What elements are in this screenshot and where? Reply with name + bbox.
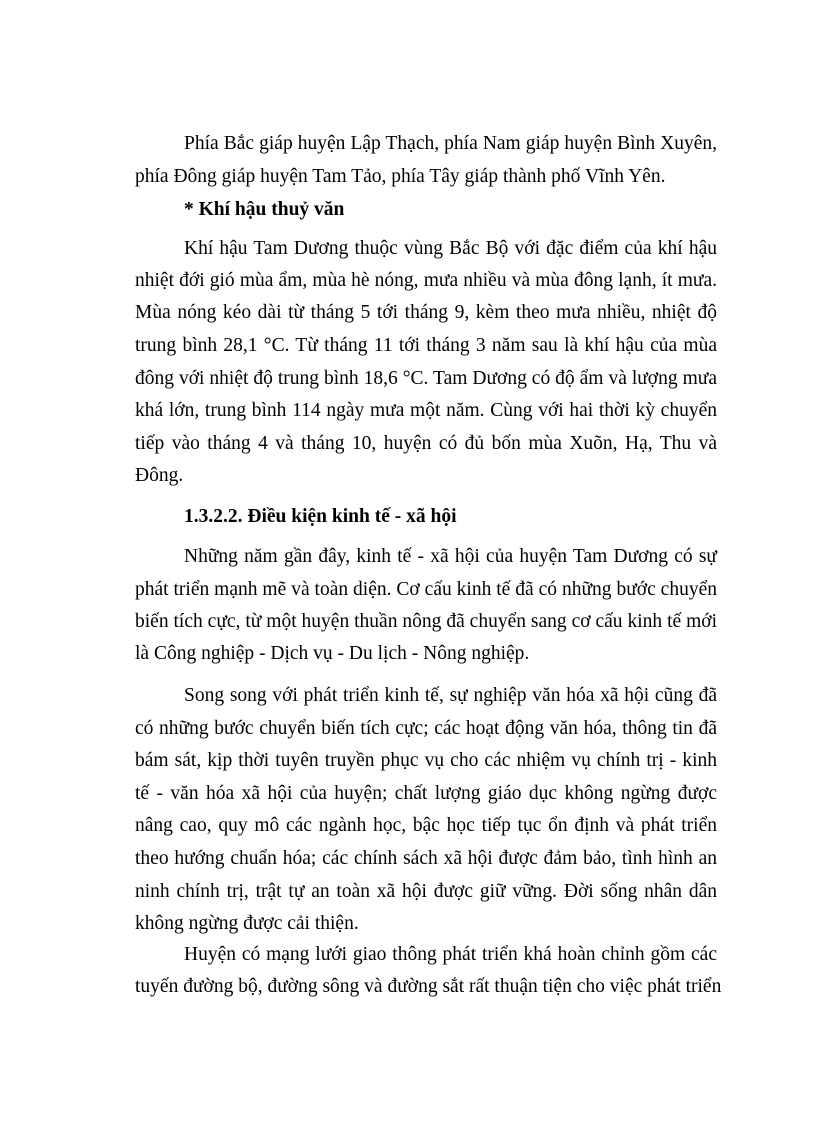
paragraph-line: Mùa nóng kéo dài từ tháng 5 tới tháng 9, kèm theo mưa nhiều, nhiệt độ (135, 302, 717, 323)
paragraph-line: tế - văn hóa xã hội của huyện; chất lượng giáo dục không ngừng được (135, 783, 717, 804)
paragraph-line: khá lớn, trung bình 114 ngày mưa một năm. Cùng với hai thời kỳ chuyển (135, 400, 717, 421)
paragraph-line: là Công nghiệp - Dịch vụ - Du lịch - Nông nghiệp. (135, 643, 530, 664)
paragraph-line: Đông. (135, 465, 184, 486)
paragraph-line: phát triển mạnh mẽ và toàn diện. Cơ cấu kinh tế đã có những bước chuyển (135, 579, 717, 600)
paragraph-line: đông với nhiệt độ trung bình 18,6 °C. Tam Dương có độ ẩm và lượng mưa (135, 368, 717, 389)
paragraph-line: trung bình 28,1 °C. Từ tháng 11 tới tháng 3 năm sau là khí hậu của mùa (135, 335, 717, 356)
paragraph-line: không ngừng được cải thiện. (135, 913, 359, 934)
paragraph-line: tuyến đường bộ, đường sông và đường sắt rất thuận tiện cho việc phát triển (135, 976, 722, 997)
paragraph-line: tiếp vào tháng 4 và tháng 10, huyện có đủ bốn mùa Xuõn, Hạ, Thu và (135, 433, 717, 454)
paragraph-line: theo hướng chuẩn hóa; các chính sách xã hội được đảm bảo, tình hình an (135, 848, 717, 869)
section-heading: 1.3.2.2. Điều kiện kinh tế - xã hội (184, 506, 457, 527)
paragraph-line: có những bước chuyển biến tích cực; các hoạt động văn hóa, thông tin đã (135, 718, 717, 739)
paragraph-line: Song song với phát triển kinh tế, sự nghiệp văn hóa xã hội cũng đã (184, 685, 717, 706)
paragraph-line: nâng cao, quy mô các ngành học, bậc học tiếp tục ổn định và phát triển (135, 815, 717, 836)
paragraph-line: bám sát, kịp thời tuyên truyền phục vụ cho các nhiệm vụ chính trị - kinh (135, 750, 717, 771)
paragraph-line: nhiệt đới gió mùa ẩm, mùa hè nóng, mưa nhiều và mùa đông lạnh, ít mưa. (135, 270, 717, 291)
paragraph-line: Những năm gần đây, kinh tế - xã hội của huyện Tam Dương có sự (184, 546, 717, 567)
paragraph-line: ninh chính trị, trật tự an toàn xã hội được giữ vững. Đời sống nhân dân (135, 881, 717, 902)
subheading-climate: * Khí hậu thuỷ văn (184, 199, 345, 220)
paragraph-line: Khí hậu Tam Dương thuộc vùng Bắc Bộ với đặc điểm của khí hậu (184, 238, 717, 259)
paragraph-line: biến tích cực, từ một huyện thuần nông đã chuyển sang cơ cấu kinh tế mới (135, 611, 717, 632)
paragraph-line: Huyện có mạng lưới giao thông phát triển khá hoàn chỉnh gồm các (184, 944, 717, 965)
paragraph-line: Phía Bắc giáp huyện Lập Thạch, phía Nam giáp huyện Bình Xuyên, (184, 133, 717, 154)
paragraph-line: phía Đông giáp huyện Tam Tảo, phía Tây giáp thành phố Vĩnh Yên. (135, 166, 666, 187)
